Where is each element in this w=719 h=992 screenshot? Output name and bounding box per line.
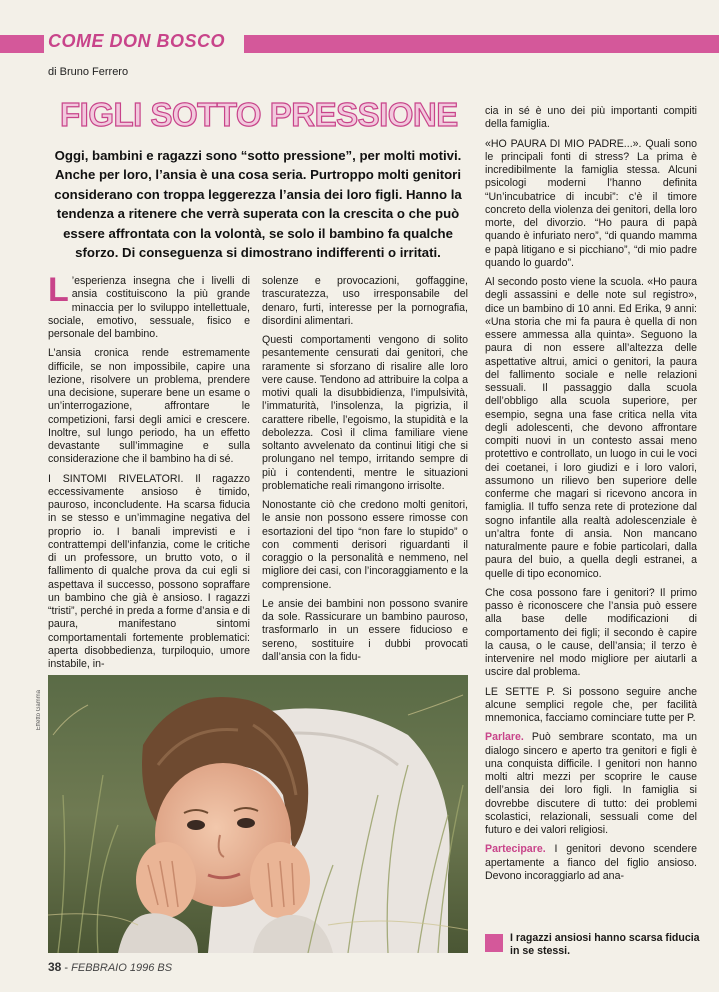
section-title: I SINTOMI RIVELATORI. <box>48 472 184 485</box>
photo-caption: I ragazzi ansiosi hanno scarsa fiducia in se stessi. <box>510 932 700 957</box>
paragraph: Questi comportamenti vengono di solito pesantemente censurati dai genitori, che raramente si sforzano di risalire alle loro vere cause. Tendono ad attribuire la colpa a motivi quali la disubbidienza, l’impulsività, l’immaturità, l’insolenza, la pigrizia, il carattere ribelle, l’egoismo, la stupidità e la debolezza. Così il clima familiare viene soltanto avvelenato da continui litigi che si prolungano nel tempo, irritando sempre di più i contendenti, mentre le situazioni problematiche reali rimangono irrisolte. <box>262 334 468 492</box>
photo-credit: Effetto Gamma <box>36 690 42 731</box>
article-lead: Oggi, bambini e ragazzi sono “sotto pressione”, per molti motivi. Anche per loro, l’ansia è una cosa seria. Purtroppo molti genitori considerano con troppa leggerezza l’ansia dei loro figli. Hanno la tendenza a ritenere che verrà superata con la crescita o che può essere affrontata con la volontà, se solo il bambino fa qualche sforzo. Di conseguenza si dimostrano indifferenti o irritati. <box>54 148 462 261</box>
paragraph: L’ansia cronica rende estremamente difficile, se non impossibile, capire una lezione, risolvere un problema, prendere una decisione, superare bene un esame o un’interrogazione, affrontare le competizioni, farsi degli amici e crescere. Inoltre, sul lungo periodo, ha un effetto devastante sull’immagine e sulla considerazione che il bambino ha di sé. <box>48 347 250 466</box>
paragraph <box>485 138 697 271</box>
paragraph-text: Quali sono le principali fonti di stress? La prima è incredibilmente la famiglia stessa. Alcuni psicologi moderni l’hanno definita “Un’incubatrice di incubi”: c’è il timore concreto della violenza dei genitori, della loro morte, del divorzio. “Ho paura di papà quando è infuriato nero”, “di quando mamma e papà litigano e si picchiano”, “di mio padre quando lo guardo”. <box>485 137 697 269</box>
page-footer <box>48 960 172 974</box>
paragraph <box>48 271 250 341</box>
section-title: «HO PAURA DI MIO PADRE...». <box>485 137 642 150</box>
paragraph: cia in sé è uno dei più importanti compiti della famiglia. <box>485 105 697 131</box>
article-photo <box>48 675 468 953</box>
paragraph: Le ansie dei bambini non possono svanire da sole. Rassicurare un bambino pauroso, trasformarlo in un essere fiducioso e sereno, sostituire i dubbi provocati dall’ansia con la fidu- <box>262 597 468 663</box>
caption-marker <box>485 934 503 952</box>
article-headline: FIGLI SOTTO PRESSIONE <box>60 96 458 133</box>
paragraph-text: Il ragazzo eccessivamente ansioso è timido, pauroso, inconcludente. Ha scarsa fiducia in se stesso e un’immagine negativa del proprio io. I banali imprevisti e i contrattempi dell’infanzia, come le critiche di un professore, un brutto voto, o il fallimento di qualche prova da cui egli si aspettava il successo, possono sopraffare un bambino che già è ansioso. I ragazzi “tristi”, perché in preda a forme d’ansia e di paura, manifestano sintomi comportamentali fortemente problematici: aperta disobbedienza, turpiloquio, umore instabile, in- <box>48 472 250 670</box>
paragraph-text: ’esperienza insegna che i livelli di ansia costituiscono la più grande minaccia per lo sviluppo intellettuale, sociale, emotivo, sessuale, fisico e personale del bambino. <box>48 275 250 340</box>
rubric-bar-left <box>0 35 44 53</box>
rubric-bar-right <box>244 35 719 53</box>
paragraph: Nonostante ciò che credono molti genitori, le ansie non possono essere rimosse con esortazioni del tipo “non fare lo stupido” o con commenti derisori riguardanti il coraggio o la personalità e nemmeno, nel migliore dei casi, con l’incoraggiamento e la comprensione. <box>262 499 468 591</box>
page-number: 38 <box>48 960 62 974</box>
paragraph <box>48 473 250 672</box>
footer-separator: - <box>64 962 69 974</box>
paragraph: Al secondo posto viene la scuola. «Ho paura degli assassini e delle note sul registro», dice un bambino di 10 anni. Ed Erika, 9 anni: «Una storia che mi fa paura è quella di non essere ammessa alla quinta». Seguono la paura di non essere all’altezza delle aspettative altrui, amici o genitori, la paura del fallimento sociale e nelle relazioni sessuali. Il passaggio dalla scuola dell’obbligo alla scuola superiore, per esempio, segna una fase critica nella vita degli adolescenti, che devono affrontare compiti nuovi in un contesto assai meno protettivo e controllato, un luogo in cui le voci dei coetanei, i loro giudizi e i loro valori, assumono un rilievo ben superiore delle conferme che magari si ricevono ancora in famiglia. Il tuffo senza rete di protezione dal sogno infantile alla realtà adolescenziale è un’altra fonte di ansia. Non mancano naturalmente paure e fobie particolari, dalla paura del buio, a quella degli estranei, a quelle di tipo economico. <box>485 276 697 580</box>
paragraph-text: Si possono seguire anche alcune semplici regole che, per facilità mnemonica, facciamo cominciare tutte per P. <box>485 685 697 724</box>
paragraph: Che cosa possono fare i genitori? Il primo passo è riconoscere che l’ansia può essere alla base delle modificazioni di comportamento dei figli; il secondo è capire la causa, o le cause, dell’ansia; il terzo è intervenire nel modo migliore per aiutarli a uscire dal problema. <box>485 586 697 679</box>
girl-photo-illustration <box>48 675 468 953</box>
drop-cap: L <box>48 271 69 309</box>
paragraph-text: Può sembrare scontato, ma un dialogo sincero e aperto tra genitori e figli è una conquista difficile. I genitori non hanno molti altri mezzi per scoprire le cause dell’ansia dei loro figli. In famiglia si dovrebbe discutere di tutto: dei problemi scolastici, relazionali, sessuali come del futuro e dei valori religiosi. <box>485 731 697 836</box>
rule-title: Parlare. <box>485 731 524 744</box>
text-column-1 <box>48 271 250 677</box>
paragraph: solenze e provocazioni, goffaggine, trascuratezza, uso irresponsabile del denaro, furti, interesse per la pornografia, disordini alimentari. <box>262 275 468 327</box>
author-byline: di Bruno Ferrero <box>48 66 129 78</box>
rubric-title: COME DON BOSCO <box>48 31 226 51</box>
paragraph <box>485 731 697 837</box>
publication-issue: FEBBRAIO 1996 BS <box>71 962 173 974</box>
text-column-3 <box>485 105 697 889</box>
rule-title: Partecipare. <box>485 843 546 856</box>
paragraph-text: I genitori devono scendere apertamente a fianco del figlio ansioso. Devono incoraggiarlo ad ana- <box>485 843 697 882</box>
text-column-2 <box>262 275 468 670</box>
paragraph <box>485 686 697 726</box>
paragraph <box>485 843 697 883</box>
section-title: LE SETTE P. <box>485 685 556 698</box>
